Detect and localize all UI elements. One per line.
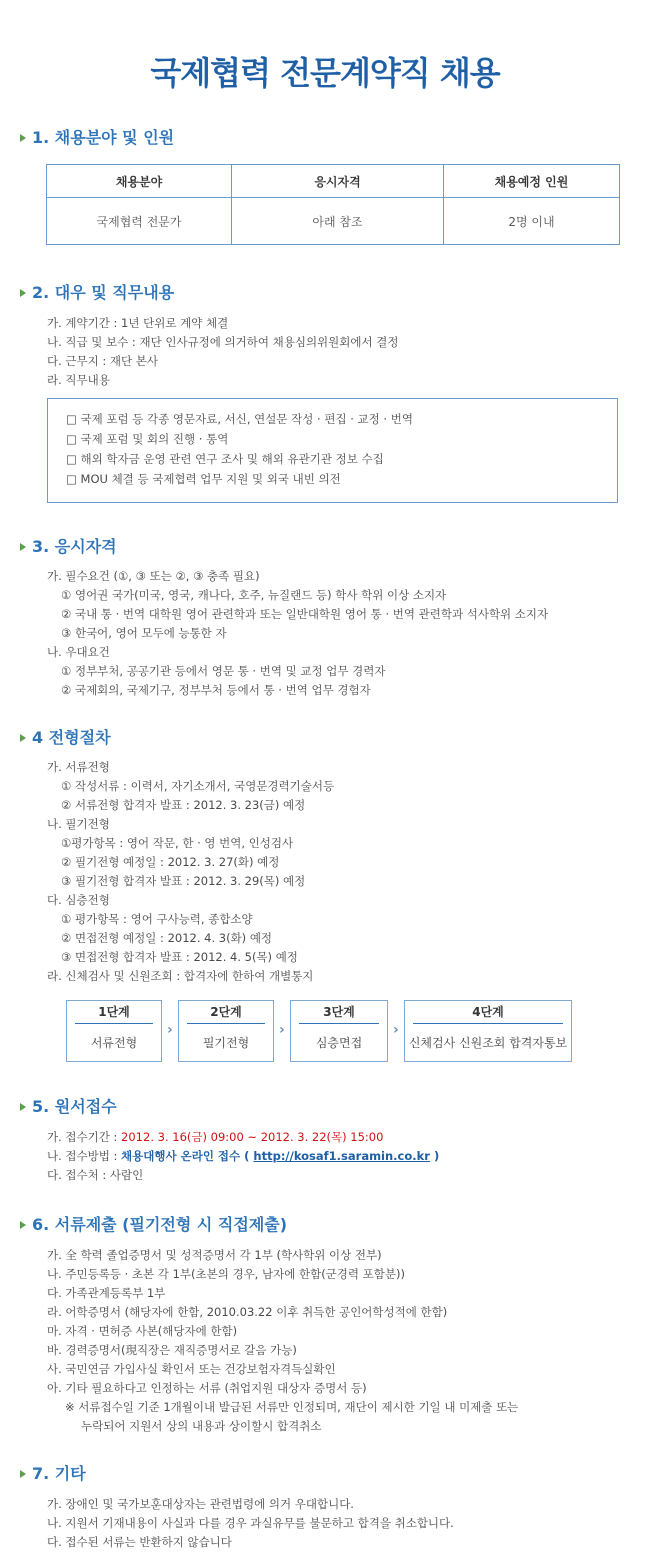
section-4-heading [20,726,111,750]
bullet-arrow-icon [20,134,26,142]
list-item: 다. 가족관계등록부 1부 [47,1286,166,1300]
section-7-heading [20,1462,86,1486]
step-desc: 신체검사 신원조회 합격자통보 [408,1036,568,1050]
step-name: 1단계 [75,1001,153,1024]
method-label: 나. 접수방법 : [47,1149,122,1163]
bullet-arrow-icon [20,734,26,742]
bullet-arrow-icon [20,289,26,297]
list-item: ③ 한국어, 영어 모두에 능통한 자 [61,626,227,640]
table-cell: 국제협력 전문가 [47,198,232,245]
list-item: 라. 어학증명서 (해당자에 한함, 2010.03.22 이후 취득한 공인어학성적에 한함) [47,1305,448,1319]
chevron-right-icon: › [279,1022,285,1038]
chevron-right-icon: › [167,1022,173,1038]
list-item: 다. 근무지 : 재단 본사 [47,354,159,368]
table-header: 채용예정 인원 [444,165,620,198]
table-header: 채용분야 [47,165,232,198]
section-3-list [47,567,548,700]
section-4-title: 4 전형절차 [32,728,111,747]
list-item: 다. 심층전형 [47,893,110,907]
table-cell: 2명 이내 [444,198,620,245]
list-item: 가. 장애인 및 국가보훈대상자는 관련법령에 의거 우대합니다. [47,1497,354,1511]
step-desc: 서류전형 [90,1036,138,1050]
list-item: 가. 필수요건 (①, ③ 또는 ②, ③ 충족 필요) [47,569,260,583]
bullet-arrow-icon [20,543,26,551]
list-item: ② 서류전형 합격자 발표 : 2012. 3. 23(금) 예정 [61,798,306,812]
step-name: 4단계 [413,1001,563,1024]
table-row [47,198,620,245]
table-header-row [47,165,620,198]
duty-item: □ 국제 포럼 및 회의 진행 · 통역 [66,432,229,446]
chevron-right-icon: › [393,1022,399,1038]
list-item: ① 영어권 국가(미국, 영국, 캐나다, 호주, 뉴질랜드 등) 학사 학위 이상 소지자 [61,588,447,602]
list-item: 사. 국민연금 가입사실 확인서 또는 건강보험자격득실확인 [47,1362,336,1376]
section-1-heading [20,126,174,150]
step-1 [66,1000,162,1062]
section-2-heading [20,281,174,305]
list-item: ③ 필기전형 합격자 발표 : 2012. 3. 29(목) 예정 [61,874,306,888]
list-item: 아. 기타 필요하다고 인정하는 서류 (취업지원 대상자 증명서 등) [47,1381,367,1395]
step-2 [178,1000,274,1062]
bullet-arrow-icon [20,1221,26,1229]
section-3-title: 3. 응시자격 [32,537,117,556]
step-3 [290,1000,388,1062]
list-item: 마. 자격 · 면허증 사본(해당자에 한함) [47,1324,238,1338]
list-item: 가. 全 학력 졸업증명서 및 성적증명서 각 1부 (학사학위 이상 전부) [47,1248,382,1262]
step-desc: 필기전형 [202,1036,250,1050]
section-5-list [47,1128,439,1185]
table-header: 응시자격 [232,165,444,198]
list-item: 나. 주민등록등 · 초본 각 1부(초본의 경우, 남자에 한함(군경력 포함분)) [47,1267,405,1281]
section-6-title: 6. 서류제출 (필기전형 시 직접제출) [32,1215,288,1234]
list-item: 바. 경력증명서(現직장은 재직증명서로 갈음 가능) [47,1343,297,1357]
method-close: ) [429,1149,440,1163]
list-item: ② 면접전형 예정일 : 2012. 4. 3(화) 예정 [61,931,273,945]
section-7-list [47,1495,454,1552]
list-item: 라. 신체검사 및 신원조회 : 합격자에 한하여 개별통지 [47,969,314,983]
section-1-title: 1. 채용분야 및 인원 [32,128,175,147]
list-item: 다. 접수처 : 사람인 [47,1168,144,1182]
period-label: 가. 접수기간 : [47,1130,122,1144]
list-item: 가. 서류전형 [47,760,110,774]
list-item: 나. 필기전형 [47,817,110,831]
list-item: 다. 접수된 서류는 반환하지 않습니다 [47,1535,232,1549]
list-item: 나. 직급 및 보수 : 재단 인사규정에 의거하여 채용심의위원회에서 결정 [47,335,399,349]
duty-item: □ 국제 포럼 등 각종 영문자료, 서신, 연설문 작성 · 편집 · 교정 · 번역 [66,412,413,426]
section-3-heading [20,535,117,559]
section-6-heading [20,1213,287,1237]
period-value: 2012. 3. 16(금) 09:00 ~ 2012. 3. 22(목) 15:00 [121,1130,384,1144]
bullet-arrow-icon [20,1470,26,1478]
step-name: 3단계 [299,1001,379,1024]
list-item: ① 평가항목 : 영어 구사능력, 종합소양 [61,912,253,926]
note-line: ※ 서류접수일 기준 1개월이내 발급된 서류만 인정되며, 재단이 제시한 기일 내 미제출 또는 [65,1400,519,1414]
list-item: 나. 지원서 기재내용이 사실과 다를 경우 과실유무를 불문하고 합격을 취소합니다. [47,1516,454,1530]
list-item: ① 정부부처, 공공기관 등에서 영문 통 · 번역 및 교정 업무 경력자 [61,664,386,678]
list-item: ② 국내 통 · 번역 대학원 영어 관련학과 또는 일반대학원 영어 통 · 번역 관련학과 석사학위 소지자 [61,607,549,621]
list-item: 가. 계약기간 : 1년 단위로 계약 체결 [47,316,229,330]
section-2-title: 2. 대우 및 직무내용 [32,283,175,302]
list-item: 라. 직무내용 [47,373,110,387]
list-item [47,1147,439,1166]
apply-link[interactable]: http://kosaf1.saramin.co.kr [253,1149,430,1163]
section-5-title: 5. 원서접수 [32,1097,117,1116]
section-7-title: 7. 기타 [32,1464,86,1483]
duty-box [47,398,618,503]
list-item: ② 필기전형 예정일 : 2012. 3. 27(화) 예정 [61,855,280,869]
list-item: ① 작성서류 : 이력서, 자기소개서, 국영문경력기술서등 [61,779,335,793]
section-6-list [47,1246,518,1436]
section-2-list [47,314,398,390]
list-item: ② 국제회의, 국제기구, 정부부처 등에서 통 · 번역 업무 경험자 [61,683,371,697]
page-title: 국제협력 전문계약직 채용 [150,54,500,92]
list-item: ③ 면접전형 합격자 발표 : 2012. 4. 5(목) 예정 [61,950,298,964]
bullet-arrow-icon [20,1103,26,1111]
step-4 [404,1000,572,1062]
recruit-table [46,164,620,245]
list-item: ①평가항목 : 영어 작문, 한 · 영 번역, 인성검사 [61,836,294,850]
method-value: 채용대행사 온라인 접수 ( [121,1149,254,1163]
section-4-list [47,758,334,986]
step-desc: 심층면접 [315,1036,363,1050]
table-cell: 아래 참조 [232,198,444,245]
list-item: 나. 우대요건 [47,645,110,659]
note-line: 누락되어 지원서 상의 내용과 상이할시 합격취소 [81,1419,322,1433]
duty-item: □ 해외 학자금 운영 관련 연구 조사 및 해외 유관기관 정보 수집 [66,452,384,466]
duty-item: □ MOU 체결 등 국제협력 업무 지원 및 외국 내빈 의전 [66,472,341,486]
step-name: 2단계 [187,1001,265,1024]
section-5-heading [20,1095,117,1119]
list-item [47,1128,439,1147]
